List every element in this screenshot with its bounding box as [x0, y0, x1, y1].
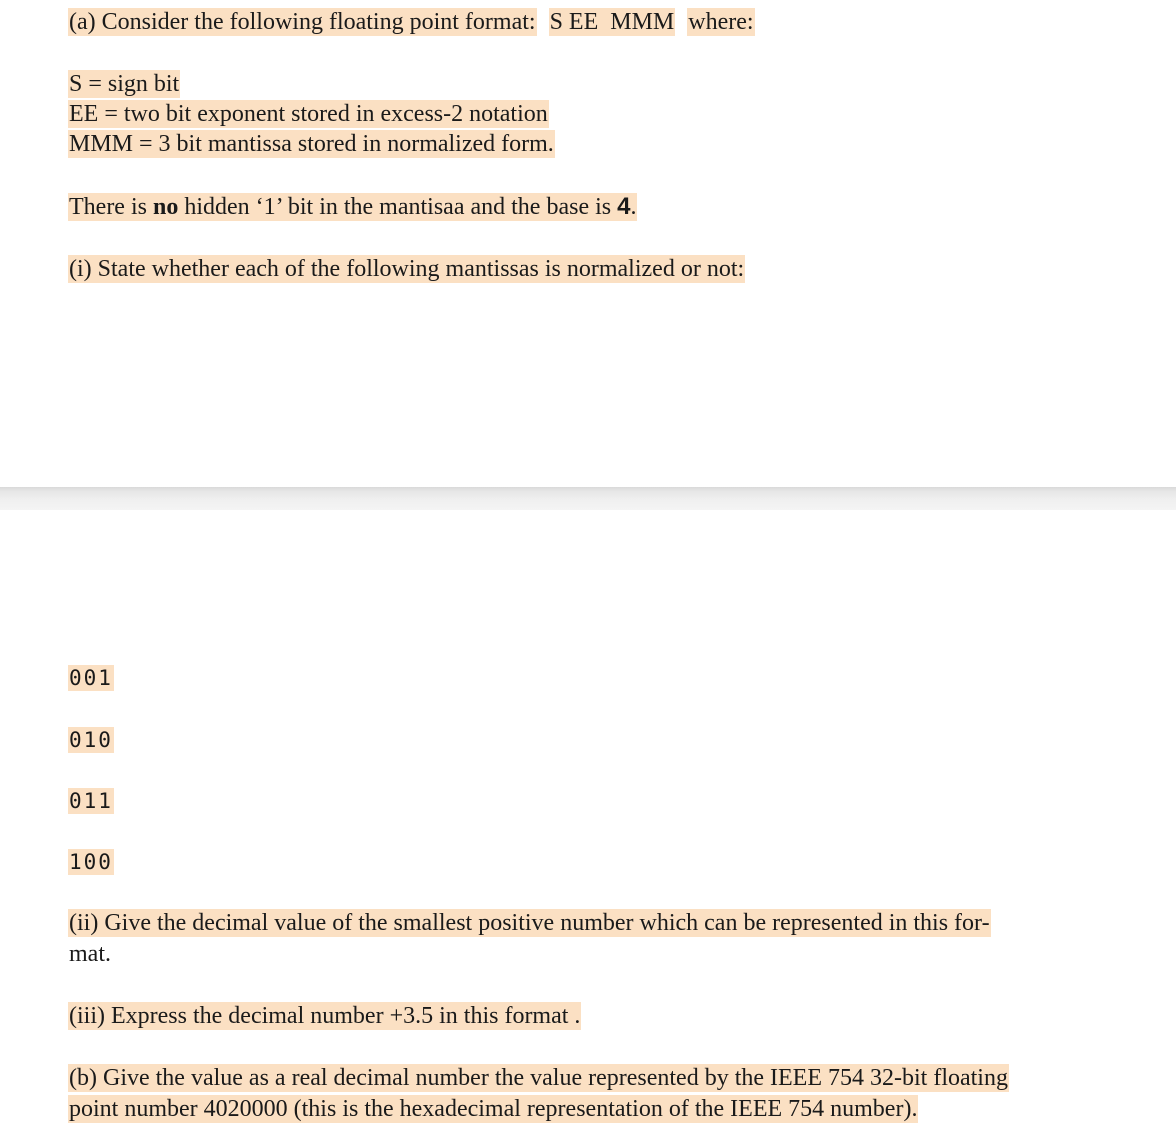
mantissa-item: 001 — [69, 666, 113, 690]
part-a-intro: (a) Consider the following floating point format: S EE MMM where: — [69, 9, 754, 35]
part-b-line1: (b) Give the value as a real decimal number the value represented by the IEEE 754 32-bit floating — [69, 1065, 1008, 1091]
question-ii-line1: (ii) Give the decimal value of the smallest positive number which can be represented in this for- — [69, 910, 990, 936]
page-break — [0, 487, 1176, 510]
definition-mantissa: MMM = 3 bit mantissa stored in normalized form. — [69, 131, 554, 157]
question-iii: (iii) Express the decimal number +3.5 in this format . — [69, 1003, 581, 1029]
definition-exponent: EE = two bit exponent stored in excess-2 notation — [69, 101, 548, 127]
part-b-line2: point number 4020000 (this is the hexadecimal representation of the IEEE 754 number). — [69, 1096, 918, 1122]
document-page-top — [0, 0, 1176, 487]
definition-sign: S = sign bit — [69, 71, 180, 97]
document-page-bottom — [0, 510, 1176, 1142]
question-i: (i) State whether each of the following mantissas is normalized or not: — [69, 256, 745, 282]
mantissa-item: 100 — [69, 850, 113, 874]
format-spec: S EE MMM — [549, 9, 675, 35]
hidden-bit-note: There is no hidden ‘1’ bit in the mantisaa and the base is 4. — [69, 193, 637, 220]
mantissa-item: 010 — [69, 728, 113, 752]
mantissa-item: 011 — [69, 789, 113, 813]
question-ii-line2: mat. — [69, 941, 111, 967]
